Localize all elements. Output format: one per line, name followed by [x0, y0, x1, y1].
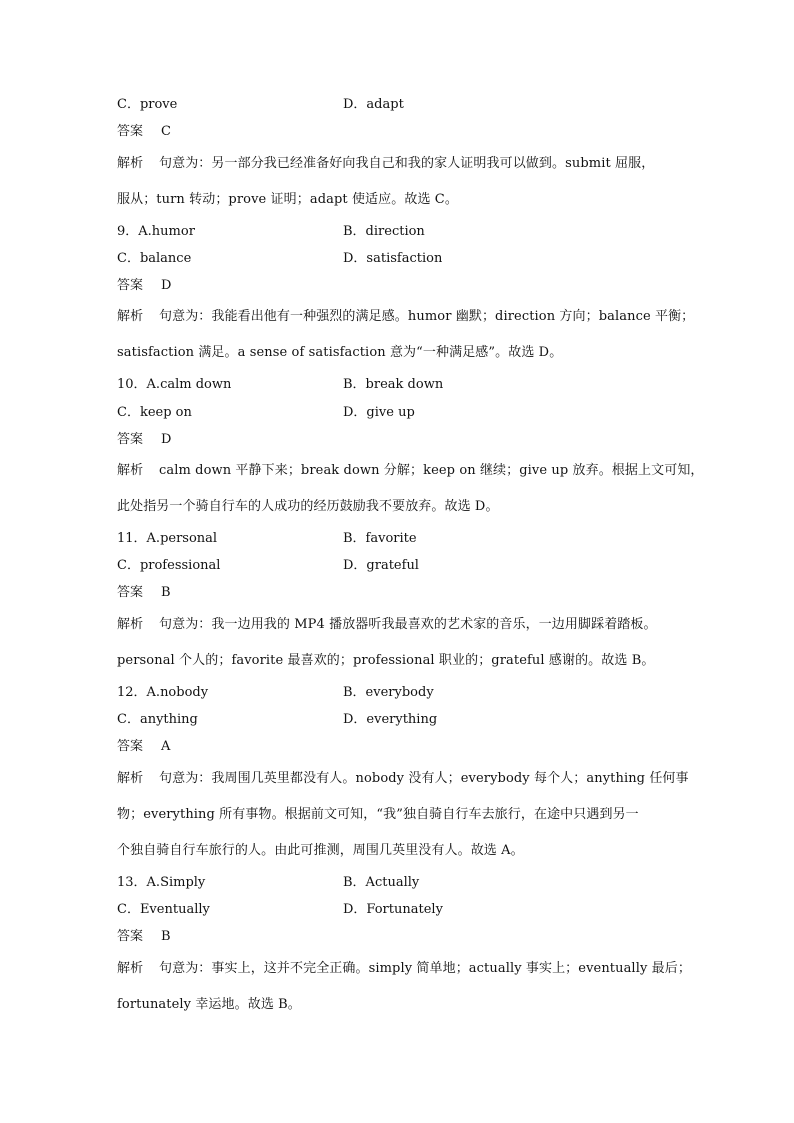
- explanation-line: fortunately 幸运地。故选 B。: [117, 997, 301, 1012]
- explanation-line: 服从；turn 转动；prove 证明；adapt 使适应。故选 C。: [117, 192, 458, 207]
- explanation-label: 解析: [117, 617, 144, 632]
- option-d: D．give up: [343, 405, 415, 420]
- answer-label: 答案: [117, 278, 144, 293]
- explanation-text: 句意为：我周围几英里都没有人。nobody 没有人；everybody 每个人；anything 任何事: [159, 771, 689, 786]
- explanation-label: 解析: [117, 961, 144, 976]
- option-a: 13．A.Simply: [117, 875, 206, 890]
- option-d: D．everything: [343, 712, 438, 727]
- explanation-line: [117, 155, 654, 173]
- answer-value: B: [161, 585, 171, 600]
- option-c: C．anything: [117, 712, 198, 727]
- option-d: D．Fortunately: [343, 902, 443, 917]
- explanation-text: 句意为：我能看出他有一种强烈的满足感。humor 幽默；direction 方向；balance 平衡；: [159, 309, 695, 324]
- option-b: B．everybody: [343, 685, 434, 700]
- explanation-label: 解析: [117, 771, 144, 786]
- answer-line: [117, 928, 171, 946]
- answer-value: C: [161, 124, 171, 139]
- option-d: D．grateful: [343, 558, 419, 573]
- explanation-label: 解析: [117, 463, 144, 478]
- explanation-line: 此处指另一个骑自行车的人成功的经历鼓励我不要放弃。故选 D。: [117, 499, 499, 514]
- answer-label: 答案: [117, 739, 144, 754]
- answer-label: 答案: [117, 929, 144, 944]
- explanation-label: 解析: [117, 156, 144, 171]
- option-b: B．Actually: [343, 875, 420, 890]
- option-c: C．prove: [117, 97, 178, 112]
- explanation-line: personal 个人的；favorite 最喜欢的；professional 职业的；grateful 感谢的。故选 B。: [117, 653, 655, 668]
- explanation-line: [117, 616, 657, 634]
- explanation-text: calm down 平静下来；break down 分解；keep on 继续；give up 放弃。根据上文可知，: [159, 463, 704, 478]
- option-a: 12．A.nobody: [117, 685, 209, 700]
- option-b: B．direction: [343, 224, 425, 239]
- option-c: C．professional: [117, 558, 221, 573]
- answer-line: [117, 431, 171, 449]
- explanation-label: 解析: [117, 309, 144, 324]
- explanation-line: [117, 960, 691, 978]
- explanation-text: 句意为：事实上，这并不完全正确。simply 简单地；actually 事实上；eventually 最后；: [159, 961, 691, 976]
- answer-line: [117, 738, 170, 756]
- answer-value: D: [161, 432, 172, 447]
- option-a: 11．A.personal: [117, 531, 218, 546]
- option-d: D．adapt: [343, 97, 404, 112]
- explanation-line: satisfaction 满足。a sense of satisfaction 意为“一种满足感”。故选 D。: [117, 345, 563, 360]
- answer-value: A: [161, 739, 171, 754]
- answer-label: 答案: [117, 432, 144, 447]
- option-b: B．break down: [343, 377, 444, 392]
- explanation-line: [117, 770, 689, 788]
- option-c: C．Eventually: [117, 902, 210, 917]
- answer-value: D: [161, 278, 172, 293]
- explanation-line: 物；everything 所有事物。根据前文可知，“我”独自骑自行车去旅行，在途中只遇到另一: [117, 807, 639, 822]
- explanation-text: 句意为：另一部分我已经准备好向我自己和我的家人证明我可以做到。submit 屈服，: [159, 156, 655, 171]
- answer-line: [117, 277, 171, 295]
- explanation-line: [117, 308, 694, 326]
- answer-label: 答案: [117, 124, 144, 139]
- answer-line: [117, 584, 171, 602]
- answer-label: 答案: [117, 585, 144, 600]
- explanation-text: 句意为：我一边用我的 MP4 播放器听我最喜欢的艺术家的音乐，一边用脚踩着踏板。: [159, 617, 657, 632]
- answer-line: [117, 123, 171, 141]
- option-a: 10．A.calm down: [117, 377, 232, 392]
- answer-value: B: [161, 929, 171, 944]
- explanation-line: [117, 462, 704, 480]
- option-c: C．keep on: [117, 405, 192, 420]
- option-d: D．satisfaction: [343, 251, 443, 266]
- option-a: 9．A.humor: [117, 224, 195, 239]
- option-c: C．balance: [117, 251, 192, 266]
- explanation-line: 个独自骑自行车旅行的人。由此可推测，周围几英里没有人。故选 A。: [117, 843, 524, 858]
- option-b: B．favorite: [343, 531, 417, 546]
